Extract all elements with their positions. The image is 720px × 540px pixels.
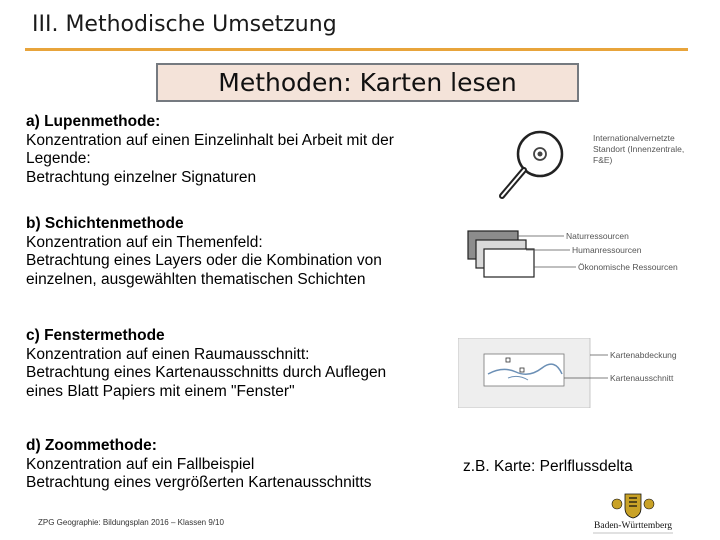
lupe-label: F&E) — [593, 155, 613, 165]
layer-label: Humanressourcen — [572, 245, 642, 255]
baden-wuerttemberg-logo — [587, 492, 679, 538]
logo-wordmark: Baden-Württemberg — [594, 521, 672, 531]
layers-illustration — [460, 225, 700, 287]
method-text: Konzentration auf einen Einzelinhalt bei Arbeit mit der — [26, 131, 394, 149]
lupe-label: Internationalvernetzte — [593, 133, 675, 143]
method-text: Konzentration auf ein Fallbeispiel — [26, 455, 255, 473]
method-text: Betrachtung eines vergrößerten Kartenausschnitts — [26, 474, 372, 491]
method-schichten — [26, 215, 382, 289]
layer-label: Ökonomische Ressourcen — [578, 262, 678, 272]
method-text: Betrachtung einzelner Signaturen — [26, 168, 257, 186]
method-zoom — [26, 437, 372, 493]
method-heading: a) Lupenmethode: — [26, 113, 161, 130]
section-heading: Methoden: Karten lesen — [156, 63, 579, 102]
window-illustration — [458, 338, 698, 408]
footer-text: ZPG Geographie: Bildungsplan 2016 – Klassen 9/10 — [38, 518, 224, 527]
method-lupe — [26, 113, 394, 187]
method-heading: d) Zoommethode: — [26, 437, 157, 454]
magnifier-illustration — [480, 128, 700, 204]
method-fenster — [26, 327, 386, 401]
method-text: Konzentration auf ein Themenfeld: — [26, 233, 263, 251]
magnifier-icon — [502, 132, 562, 196]
method-text: Betrachtung eines Layers oder die Kombination von — [26, 252, 382, 269]
method-text: Legende: — [26, 150, 91, 167]
zoom-example: z.B. Karte: Perlflussdelta — [463, 458, 633, 475]
method-text: einzelnen, ausgewählten thematischen Schichten — [26, 270, 366, 288]
method-heading: b) Schichtenmethode — [26, 215, 184, 232]
method-heading: c) Fenstermethode — [26, 327, 165, 344]
window-label: Kartenausschnitt — [610, 373, 674, 383]
title-divider — [25, 48, 688, 51]
method-text: Betrachtung eines Kartenausschnitts durch Auflegen — [26, 364, 387, 381]
lupe-label: Standort (Innenzentrale, — [593, 144, 685, 154]
slide-title: III. Methodische Umsetzung — [32, 12, 337, 37]
layer-sheet — [484, 249, 534, 277]
window-label: Kartenabdeckung — [610, 350, 677, 360]
layer-label: Naturressourcen — [566, 231, 629, 241]
method-text: Konzentration auf einen Raumausschnitt: — [26, 345, 310, 363]
coat-of-arms-icon — [612, 494, 654, 518]
method-text: eines Blatt Papiers mit einem "Fenster" — [26, 382, 295, 400]
